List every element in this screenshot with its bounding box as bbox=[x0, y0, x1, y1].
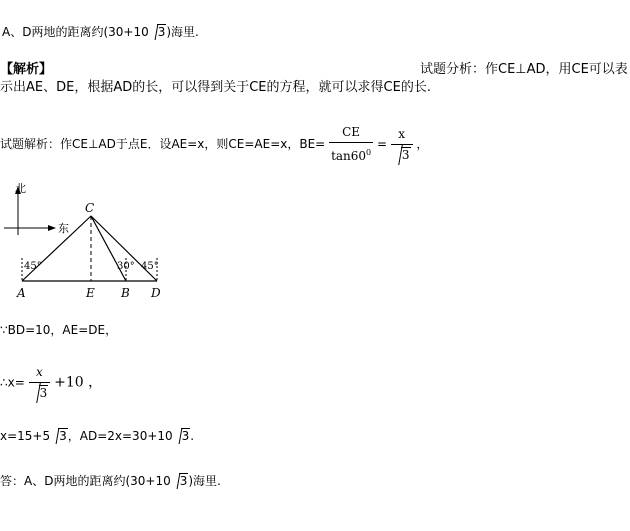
step3-suffix: . bbox=[190, 429, 195, 443]
answer-sqrt: 3 bbox=[149, 24, 167, 40]
fraction-numerator-x: x bbox=[391, 124, 413, 145]
fraction-denominator-sqrt3 bbox=[391, 145, 413, 165]
step3-prefix: x=15+5 bbox=[0, 429, 51, 443]
point-E-label: E bbox=[86, 286, 95, 300]
point-B-label: B bbox=[121, 286, 130, 300]
analysis-label: 试题分析：作CE⊥AD，用CE可以表 bbox=[420, 62, 628, 77]
point-C-label: C bbox=[85, 201, 95, 215]
geometry-figure bbox=[0, 180, 180, 305]
east-label: 东 bbox=[58, 222, 69, 235]
step-1: ∵BD=10，AE=DE， bbox=[0, 323, 118, 337]
analysis-header: 【解析】 bbox=[0, 62, 53, 77]
final-prefix: 答：A、D两地的距离约(30+10 bbox=[0, 474, 171, 488]
step2-suffix: +10 ， bbox=[54, 374, 103, 391]
east-arrow-icon bbox=[48, 225, 56, 231]
angle-D-label: 45° bbox=[141, 261, 159, 272]
point-D-label: D bbox=[151, 286, 161, 300]
fraction-denominator: $\tan 60^0$ bbox=[331, 148, 372, 163]
angle-A-label: 45° bbox=[24, 261, 42, 272]
fraction-x-sqrt3 bbox=[391, 124, 413, 165]
step2-fraction bbox=[29, 362, 51, 403]
step2-prefix: ∴x= bbox=[0, 375, 25, 390]
final-sqrt: 3 bbox=[171, 473, 189, 489]
step-2 bbox=[0, 362, 102, 403]
solution-line bbox=[0, 122, 428, 166]
angle-B-label: 30° bbox=[117, 261, 135, 272]
solution-suffix: ， bbox=[416, 137, 429, 151]
answer-suffix: )海里. bbox=[166, 25, 199, 39]
step2-sqrt: 3 bbox=[31, 383, 49, 403]
final-answer bbox=[0, 473, 221, 489]
step3-sqrt2: 3 bbox=[173, 428, 191, 444]
step3-sqrt: 3 bbox=[50, 428, 68, 444]
step3-mid: ，AD=2x=30+10 bbox=[67, 429, 173, 443]
north-label: 北 bbox=[15, 182, 26, 195]
step2-denominator bbox=[29, 383, 51, 403]
final-suffix: )海里. bbox=[188, 474, 221, 488]
fraction-numerator: CE bbox=[329, 122, 373, 143]
analysis-line2: 示出AE、DE，根据AD的长，可以得到关于CE的方程，就可以求得CE的长. bbox=[0, 80, 431, 95]
step2-numerator: x bbox=[29, 362, 51, 383]
answer-line bbox=[2, 24, 199, 40]
fraction-ce-tan60 bbox=[329, 122, 373, 166]
step-3 bbox=[0, 428, 194, 444]
solution-prefix: 试题解析：作CE⊥AD于点E．设AE=x，则CE=AE=x，BE= bbox=[0, 137, 326, 151]
equals-sign: = bbox=[376, 137, 388, 151]
answer-prefix: A、D两地的距离约(30+10 bbox=[2, 25, 149, 39]
point-A-label: A bbox=[17, 286, 26, 300]
sqrt-symbol: 3 bbox=[393, 145, 411, 165]
